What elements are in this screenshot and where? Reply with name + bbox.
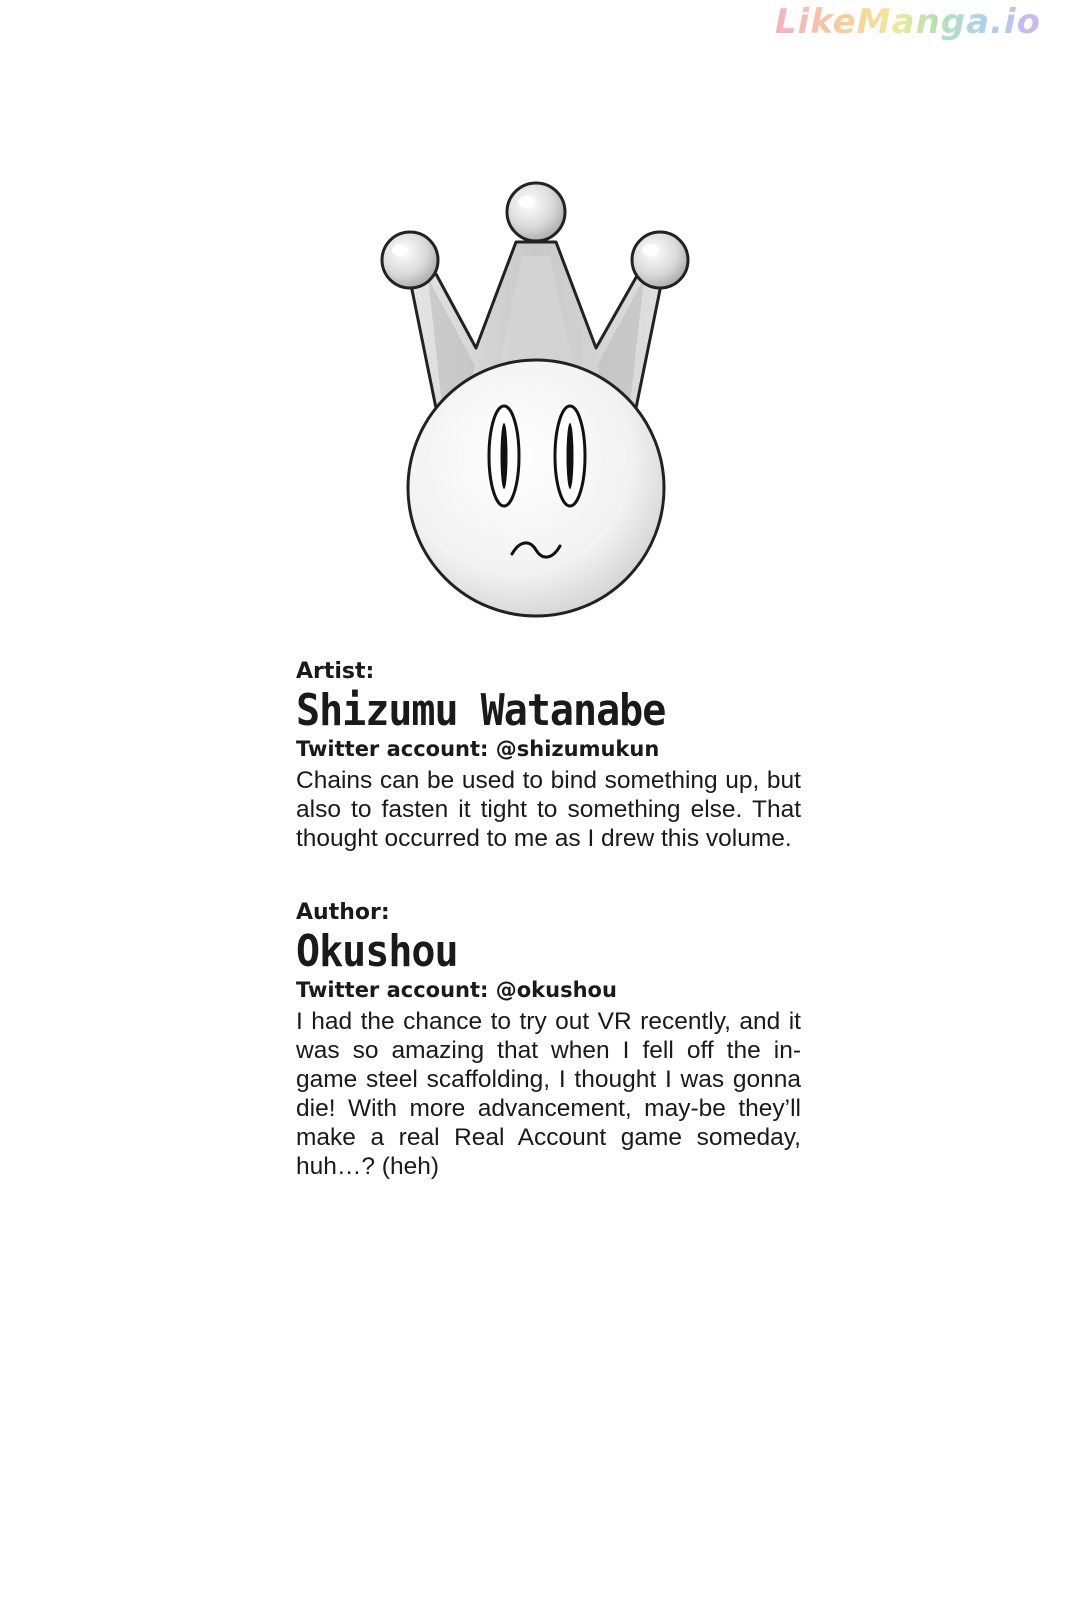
author-role-label: Author: xyxy=(296,900,390,925)
artist-block xyxy=(296,658,801,853)
author-name: Okushou xyxy=(296,927,458,977)
author-bio: I had the chance to try out VR recently, and it was so amazing that when I fell off the in-game steel scaffolding, I thought I was gonna die! With more advancement, may-be they’ll make a real Real Account game someday, huh…? (heh) xyxy=(296,1008,801,1180)
artist-twitter-handle: Twitter account: @shizumukun xyxy=(296,737,660,761)
site-watermark: LikeManga.io xyxy=(775,2,1041,42)
artist-name: Shizumu Watanabe xyxy=(296,686,666,736)
artist-role-label: Artist: xyxy=(296,659,375,684)
crown-mascot-icon xyxy=(376,178,696,623)
author-block xyxy=(296,899,801,1181)
author-twitter-handle: Twitter account: @okushou xyxy=(296,978,617,1002)
artist-bio: Chains can be used to bind something up, but also to fasten it tight to something else. That thought occurred to me as I drew this volume. xyxy=(296,767,801,852)
credits-section xyxy=(296,658,801,1181)
